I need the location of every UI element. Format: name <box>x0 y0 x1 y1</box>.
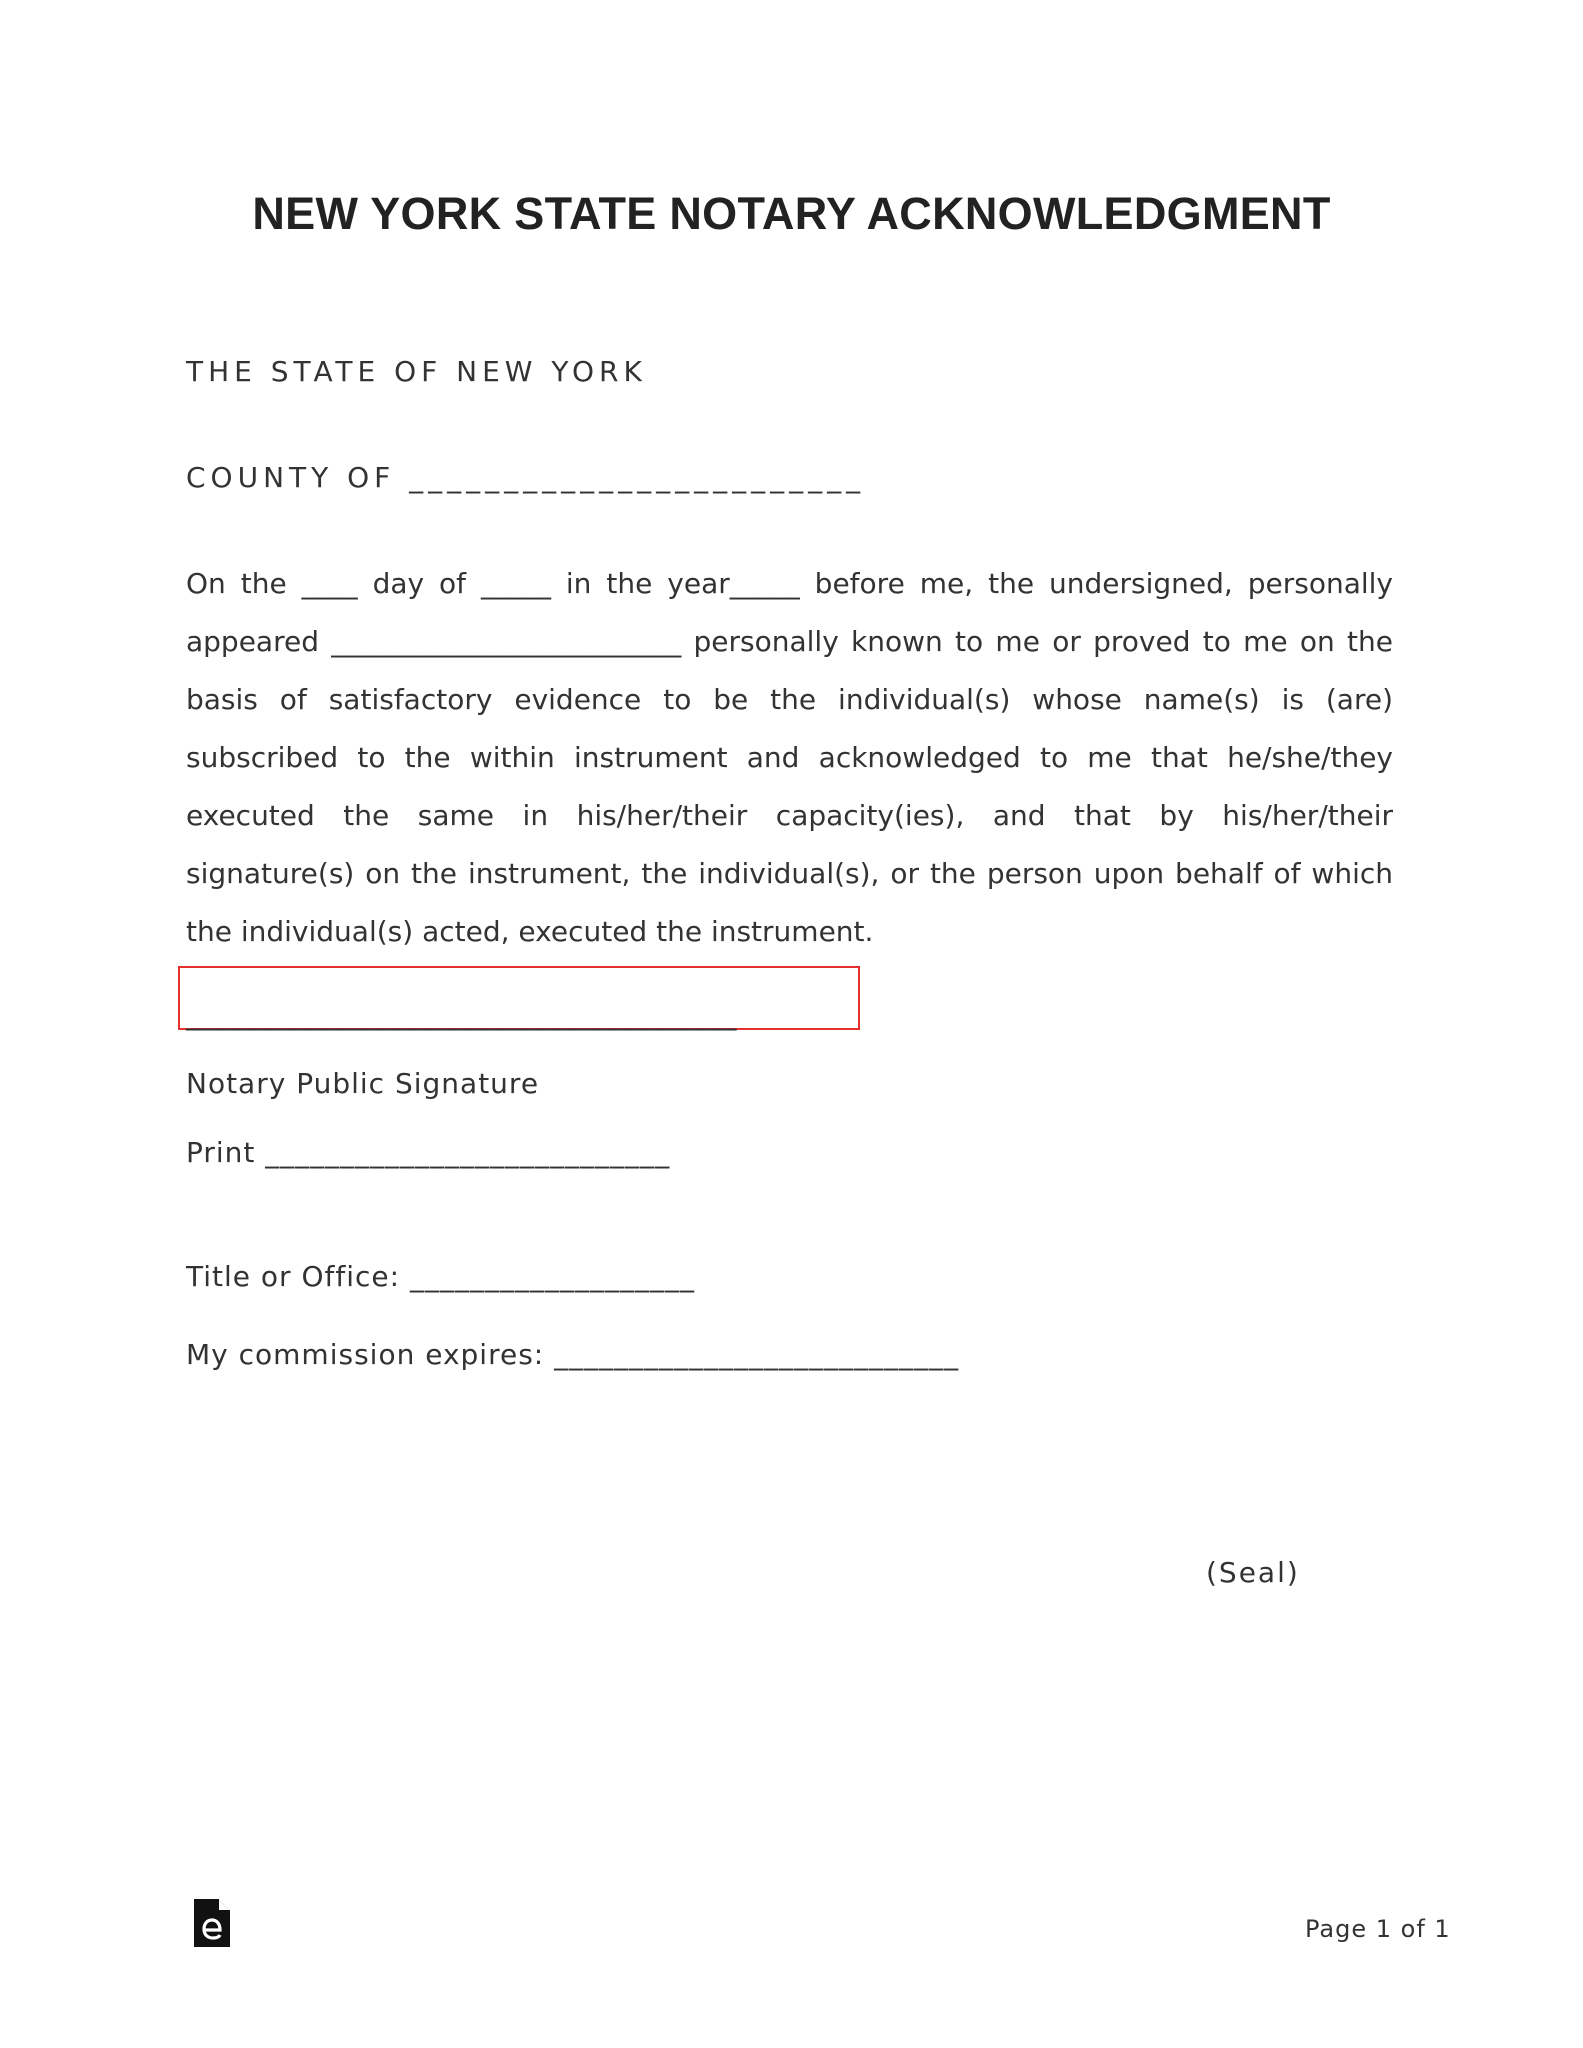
acknowledgment-paragraph: On the ____ day of _____ in the year_____ before me, the undersigned, personally appeared _________________________ personally known to me or proved to me on the basis of satisfactory evidence to be the individual(s) whose name(s) is (are) subscribed to the within instrument and acknowledged to me that he/she/they executed the same in his/her/their capacity(ies), and that by his/her/their signature(s) on the instrument, the individual(s), or the person upon behalf of which the individual(s) acted, executed the instrument. <box>186 567 1393 948</box>
county-field[interactable]: COUNTY OF ________________________ <box>186 461 866 494</box>
seal-label: (Seal) <box>1206 1556 1300 1589</box>
state-line: THE STATE OF NEW YORK <box>186 355 647 388</box>
document-title: NEW YORK STATE NOTARY ACKNOWLEDGMENT <box>252 188 1331 239</box>
page-number: Page 1 of 1 <box>1305 1915 1451 1943</box>
signature-label: Notary Public Signature <box>186 1067 540 1100</box>
signature-field[interactable]: ______________________________________ <box>186 998 737 1031</box>
commission-expires-field[interactable]: My commission expires: ___________________________ <box>186 1338 960 1371</box>
print-name-field[interactable]: Print ___________________________ <box>186 1136 671 1169</box>
document-e-logo-icon <box>194 1899 230 1947</box>
title-office-field[interactable]: Title or Office: ___________________ <box>186 1260 695 1293</box>
